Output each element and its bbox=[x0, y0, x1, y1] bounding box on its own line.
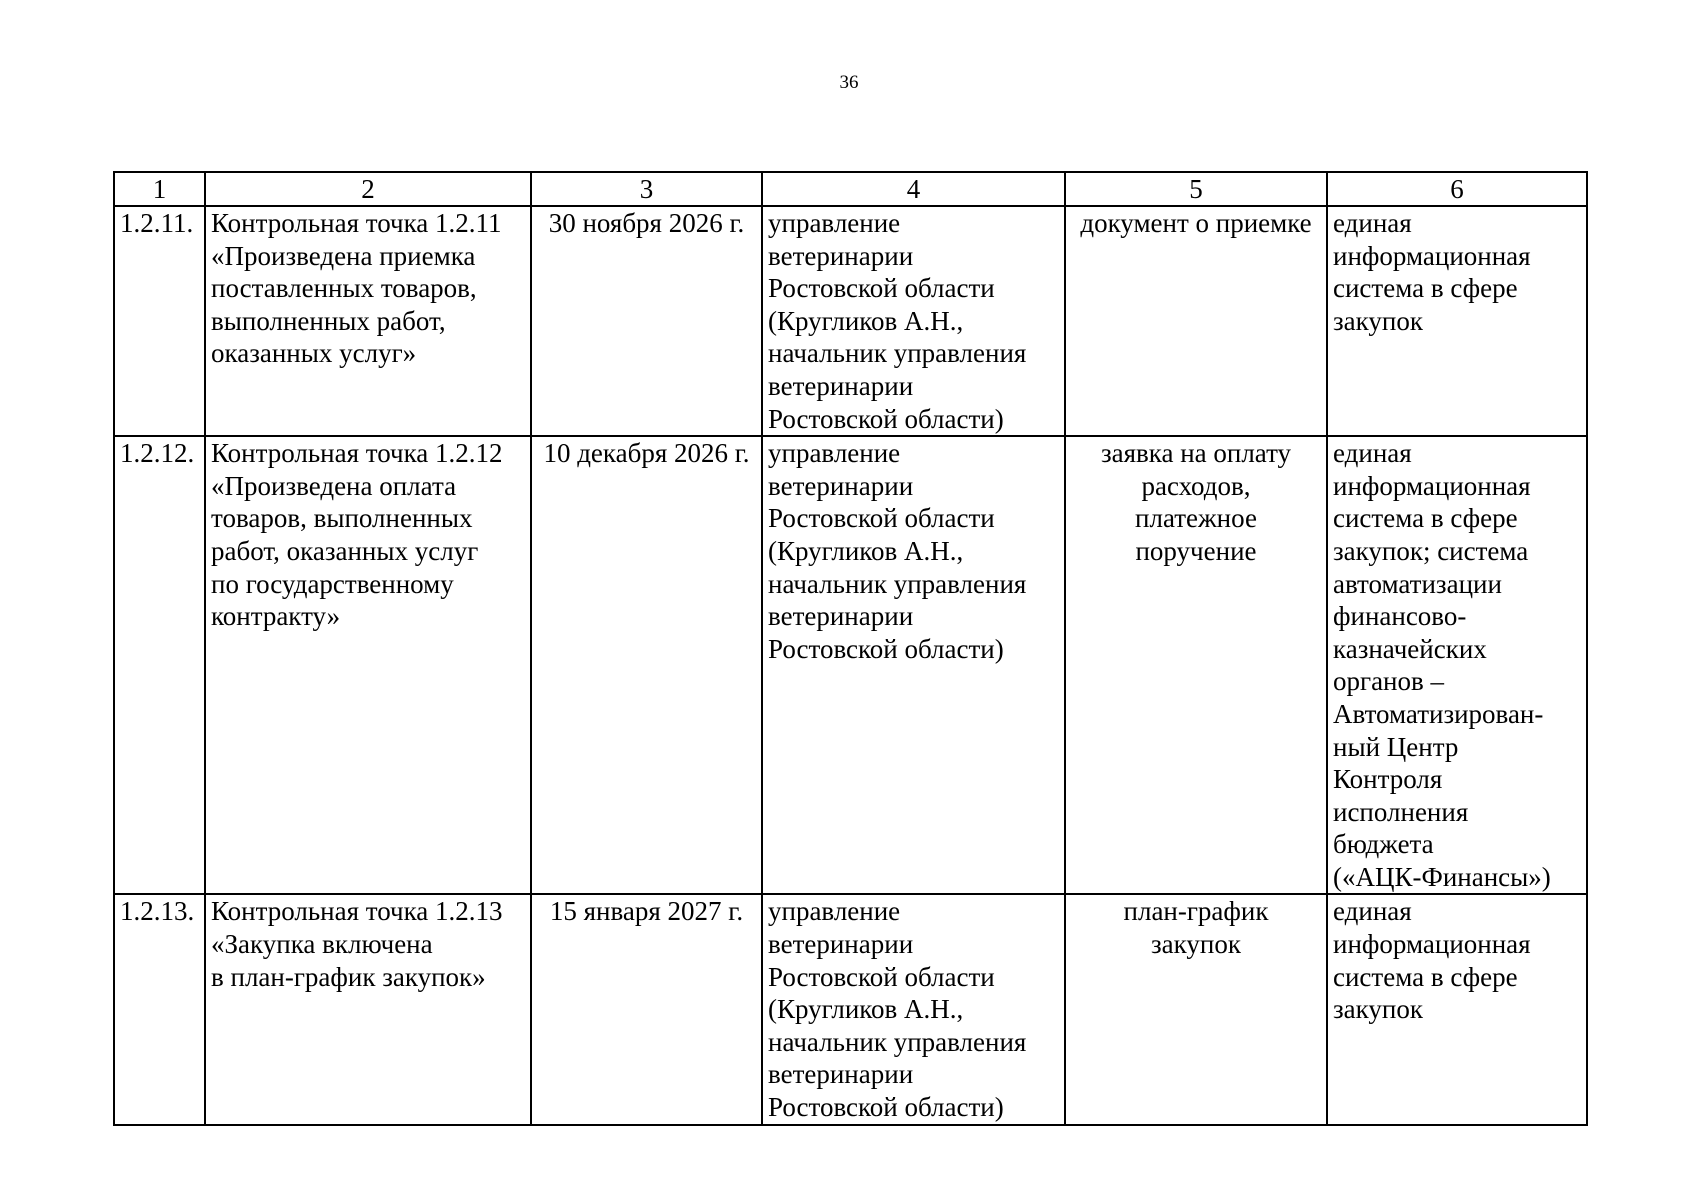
confirming-document bbox=[1065, 894, 1327, 1124]
text-line: оказанных услуг» bbox=[211, 338, 417, 369]
text-line: казначейских bbox=[1333, 633, 1487, 664]
text-line: поручение bbox=[1135, 535, 1257, 566]
information-system bbox=[1327, 894, 1587, 1124]
text-line: единая bbox=[1333, 438, 1412, 469]
text-line: бюджета bbox=[1333, 829, 1434, 860]
text-line: начальник управления bbox=[768, 1026, 1027, 1057]
text-line: работ, оказанных услуг bbox=[211, 535, 479, 566]
deadline-date: 30 ноября 2026 г. bbox=[531, 206, 762, 436]
text-line: документ о приемке bbox=[1080, 208, 1312, 238]
text-line: товаров, выполненных bbox=[211, 503, 473, 534]
text-line: в план-график закупок» bbox=[211, 961, 486, 992]
text-line: информационная bbox=[1333, 929, 1531, 960]
header-col-1: 1 bbox=[114, 172, 205, 206]
responsible-executor bbox=[762, 436, 1065, 894]
text-line: информационная bbox=[1333, 470, 1531, 501]
text-line: выполненных работ, bbox=[211, 305, 446, 336]
text-line: ветеринарии bbox=[768, 929, 914, 960]
text-line: Автоматизирован- bbox=[1333, 698, 1544, 729]
header-col-5: 5 bbox=[1065, 172, 1327, 206]
row-number: 1.2.13. bbox=[114, 894, 205, 1124]
text-line: закупок bbox=[1333, 305, 1423, 336]
header-col-6: 6 bbox=[1327, 172, 1587, 206]
table-row bbox=[114, 436, 1587, 894]
text-line: Ростовской области bbox=[768, 503, 995, 534]
information-system bbox=[1327, 436, 1587, 894]
row-number: 1.2.12. bbox=[114, 436, 205, 894]
text-line: органов – bbox=[1333, 666, 1445, 697]
text-line: начальник управления bbox=[768, 568, 1027, 599]
text-line: автоматизации bbox=[1333, 568, 1502, 599]
header-col-3: 3 bbox=[531, 172, 762, 206]
control-point-name bbox=[205, 894, 531, 1124]
text-line: управление bbox=[768, 896, 901, 927]
text-line: единая bbox=[1333, 208, 1412, 238]
text-line: ветеринарии bbox=[768, 470, 914, 501]
control-points-table bbox=[113, 171, 1588, 1126]
text-line: «Произведена оплата bbox=[211, 470, 457, 501]
text-line: ветеринарии bbox=[768, 601, 914, 632]
table-header-row bbox=[114, 172, 1587, 206]
text-line: Контрольная точка 1.2.13 bbox=[211, 896, 503, 927]
confirming-document bbox=[1065, 436, 1327, 894]
text-line: (Кругликов А.Н., bbox=[768, 305, 964, 336]
text-line: ный Центр bbox=[1333, 731, 1459, 762]
text-line: единая bbox=[1333, 896, 1412, 927]
deadline-date: 15 января 2027 г. bbox=[531, 894, 762, 1124]
text-line: платежное bbox=[1135, 503, 1257, 534]
text-line: ветеринарии bbox=[768, 240, 914, 271]
text-line: по государственному bbox=[211, 568, 454, 599]
text-line: контракту» bbox=[211, 601, 341, 632]
text-line: закупок bbox=[1151, 929, 1241, 960]
text-line: Контрольная точка 1.2.11 bbox=[211, 208, 502, 238]
text-line: Контрольная точка 1.2.12 bbox=[211, 438, 503, 469]
text-line: управление bbox=[768, 208, 901, 238]
text-line: система в сфере bbox=[1333, 961, 1518, 992]
text-line: Ростовской области bbox=[768, 273, 995, 304]
header-col-4: 4 bbox=[762, 172, 1065, 206]
text-line: план-график bbox=[1123, 896, 1269, 927]
header-col-2: 2 bbox=[205, 172, 531, 206]
text-line: Ростовской области bbox=[768, 961, 995, 992]
confirming-document bbox=[1065, 206, 1327, 436]
text-line: (Кругликов А.Н., bbox=[768, 994, 964, 1025]
text-line: Контроля bbox=[1333, 764, 1443, 795]
text-line: («АЦК-Финансы») bbox=[1333, 861, 1551, 892]
text-line: поставленных товаров, bbox=[211, 273, 477, 304]
deadline-date: 10 декабря 2026 г. bbox=[531, 436, 762, 894]
text-line: ветеринарии bbox=[768, 370, 914, 401]
table-row bbox=[114, 894, 1587, 1124]
control-point-name bbox=[205, 206, 531, 436]
control-point-name bbox=[205, 436, 531, 894]
text-line: система в сфере bbox=[1333, 273, 1518, 304]
text-line: ветеринарии bbox=[768, 1059, 914, 1090]
text-line: закупок; система bbox=[1333, 535, 1529, 566]
text-line: Ростовской области) bbox=[768, 403, 1004, 434]
text-line: закупок bbox=[1333, 994, 1423, 1025]
information-system bbox=[1327, 206, 1587, 436]
text-line: начальник управления bbox=[768, 338, 1027, 369]
text-line: Ростовской области) bbox=[768, 633, 1004, 664]
text-line: управление bbox=[768, 438, 901, 469]
text-line: расходов, bbox=[1141, 470, 1251, 501]
text-line: «Произведена приемка bbox=[211, 240, 476, 271]
table-row bbox=[114, 206, 1587, 436]
row-number: 1.2.11. bbox=[114, 206, 205, 436]
responsible-executor bbox=[762, 206, 1065, 436]
text-line: система в сфере bbox=[1333, 503, 1518, 534]
text-line: Ростовской области) bbox=[768, 1092, 1004, 1123]
text-line: заявка на оплату bbox=[1100, 438, 1292, 469]
text-line: (Кругликов А.Н., bbox=[768, 535, 964, 566]
page-number: 36 bbox=[839, 72, 859, 93]
responsible-executor bbox=[762, 894, 1065, 1124]
text-line: исполнения bbox=[1333, 796, 1469, 827]
text-line: финансово- bbox=[1333, 601, 1467, 632]
text-line: информационная bbox=[1333, 240, 1531, 271]
text-line: «Закупка включена bbox=[211, 929, 433, 960]
